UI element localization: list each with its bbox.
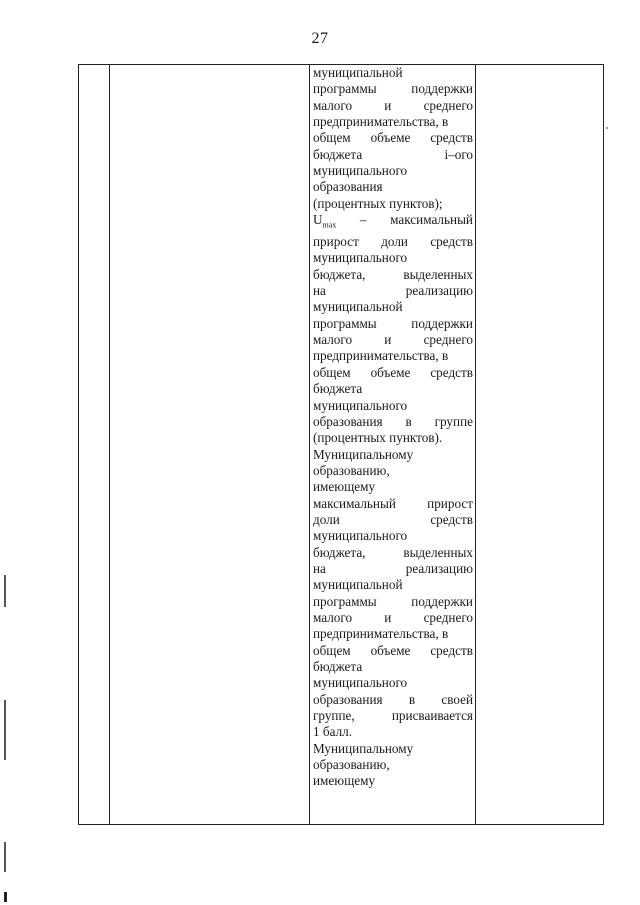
text-word: образования bbox=[313, 691, 383, 707]
text-word: малого bbox=[313, 609, 353, 625]
text-word: доли bbox=[381, 234, 408, 250]
text-line bbox=[313, 283, 473, 299]
text-word: средств bbox=[430, 511, 473, 527]
text-line bbox=[313, 512, 473, 528]
text-line bbox=[313, 365, 473, 381]
text-word: i–ого bbox=[444, 146, 473, 162]
text-word: 1 балл. bbox=[313, 724, 353, 740]
text-word: программы bbox=[313, 81, 377, 97]
text-word: муниципального bbox=[313, 250, 408, 266]
text-line bbox=[313, 81, 473, 97]
scan-margin-mark bbox=[4, 700, 6, 760]
text-word: муниципальной bbox=[313, 65, 403, 80]
column-divider bbox=[475, 65, 476, 824]
text-word: общем bbox=[313, 130, 351, 146]
text-line bbox=[313, 130, 473, 146]
text-word: среднего bbox=[423, 609, 473, 625]
text-line bbox=[313, 708, 473, 724]
scan-margin-mark bbox=[4, 892, 7, 902]
text-line bbox=[313, 299, 473, 315]
text-word: выделенных bbox=[403, 266, 473, 282]
text-line bbox=[313, 692, 473, 708]
text-line bbox=[313, 773, 473, 789]
text-word: средств bbox=[430, 234, 473, 250]
text-word: программы bbox=[313, 315, 377, 331]
text-word: предпринимательства, в bbox=[313, 114, 449, 130]
text-word: присваивается bbox=[391, 708, 473, 724]
text-word: доли bbox=[313, 511, 340, 527]
text-word: малого bbox=[313, 332, 353, 348]
text-line bbox=[313, 528, 473, 544]
text-word: – bbox=[359, 212, 367, 228]
text-line bbox=[313, 196, 473, 212]
text-word: прирост bbox=[313, 234, 359, 250]
text-word: максимальный bbox=[390, 212, 473, 228]
text-word: $U_{max}$ bbox=[313, 212, 337, 230]
text-word: муниципальной bbox=[313, 299, 403, 315]
methodology-cell-text bbox=[313, 65, 473, 790]
text-word: муниципального bbox=[313, 675, 408, 691]
scan-margin-mark bbox=[4, 575, 6, 607]
text-word: бюджета bbox=[313, 146, 363, 162]
text-line bbox=[313, 610, 473, 626]
text-line bbox=[313, 643, 473, 659]
text-word: малого bbox=[313, 97, 353, 113]
text-word: реализацию bbox=[405, 560, 473, 576]
text-word: и bbox=[384, 97, 392, 113]
text-word: средств bbox=[430, 364, 473, 380]
text-line bbox=[313, 757, 473, 773]
text-line bbox=[313, 316, 473, 332]
text-word: бюджета bbox=[313, 381, 363, 397]
text-line bbox=[313, 348, 473, 364]
text-word: бюджета, bbox=[313, 266, 366, 282]
text-line bbox=[313, 212, 473, 234]
text-word: прирост bbox=[427, 495, 473, 511]
text-line bbox=[313, 545, 473, 561]
text-line bbox=[313, 147, 473, 163]
page-number: 27 bbox=[311, 30, 329, 47]
text-word: объеме bbox=[370, 642, 411, 658]
text-line bbox=[313, 577, 473, 593]
text-word: объеме bbox=[370, 364, 411, 380]
text-line bbox=[313, 65, 473, 81]
text-word: муниципальной bbox=[313, 577, 403, 593]
text-line bbox=[313, 724, 473, 740]
text-word: среднего bbox=[423, 332, 473, 348]
scan-margin-mark bbox=[4, 842, 6, 872]
text-word: образованию, bbox=[313, 757, 390, 773]
text-line bbox=[313, 267, 473, 283]
text-line bbox=[313, 163, 473, 179]
text-line bbox=[313, 447, 473, 463]
text-word: и bbox=[384, 609, 392, 625]
text-line bbox=[313, 332, 473, 348]
text-word: реализацию bbox=[405, 283, 473, 299]
text-word: общем bbox=[313, 364, 351, 380]
text-line bbox=[313, 179, 473, 195]
text-line bbox=[313, 98, 473, 114]
text-line bbox=[313, 626, 473, 642]
text-word: поддержки bbox=[411, 81, 473, 97]
text-line bbox=[313, 479, 473, 495]
text-word: образованию, bbox=[313, 462, 390, 478]
criteria-table bbox=[78, 64, 604, 825]
text-word: программы bbox=[313, 593, 377, 609]
text-line bbox=[313, 414, 473, 430]
text-word: Муниципальному bbox=[313, 740, 414, 756]
text-word: своей bbox=[441, 691, 473, 707]
text-word: объеме bbox=[370, 130, 411, 146]
text-word: на bbox=[313, 560, 326, 576]
text-line bbox=[313, 381, 473, 397]
text-word: на bbox=[313, 283, 326, 299]
text-line bbox=[313, 659, 473, 675]
text-line bbox=[313, 675, 473, 691]
text-line bbox=[313, 250, 473, 266]
text-word: в bbox=[405, 413, 412, 429]
text-word: группе bbox=[434, 413, 473, 429]
column-divider bbox=[109, 65, 110, 824]
text-word: муниципального bbox=[313, 163, 408, 179]
text-word: (процентных пунктов). bbox=[313, 430, 443, 446]
text-word: муниципального bbox=[313, 528, 408, 544]
text-word: выделенных bbox=[403, 544, 473, 560]
text-word: образования bbox=[313, 413, 383, 429]
column-divider bbox=[309, 65, 310, 824]
text-word: среднего bbox=[423, 97, 473, 113]
text-word: группе, bbox=[313, 708, 355, 724]
text-line bbox=[313, 234, 473, 250]
text-line bbox=[313, 114, 473, 130]
subscript: max bbox=[322, 220, 337, 230]
text-word: бюджета bbox=[313, 659, 363, 675]
scan-speck bbox=[606, 127, 608, 129]
text-line bbox=[313, 594, 473, 610]
text-word: предпринимательства, в bbox=[313, 348, 449, 364]
text-word: средств bbox=[430, 130, 473, 146]
text-line bbox=[313, 496, 473, 512]
text-word: муниципального bbox=[313, 397, 408, 413]
text-line bbox=[313, 463, 473, 479]
text-line bbox=[313, 561, 473, 577]
text-word: в bbox=[408, 691, 416, 707]
text-line bbox=[313, 398, 473, 414]
text-line bbox=[313, 430, 473, 446]
text-word: поддержки bbox=[411, 315, 473, 331]
text-word: образования bbox=[313, 179, 383, 195]
text-word: бюджета, bbox=[313, 544, 366, 560]
text-word: Муниципальному bbox=[313, 446, 414, 462]
text-word: и bbox=[384, 332, 392, 348]
text-word: поддержки bbox=[411, 593, 473, 609]
text-word: средств bbox=[430, 642, 473, 658]
text-line bbox=[313, 741, 473, 757]
text-word: максимальный bbox=[313, 495, 396, 511]
text-word: общем bbox=[313, 642, 351, 658]
text-word: предпринимательства, в bbox=[313, 626, 449, 642]
text-word: (процентных пунктов); bbox=[313, 195, 443, 211]
text-word: имеющему bbox=[313, 479, 376, 495]
text-word: имеющему bbox=[313, 773, 376, 789]
